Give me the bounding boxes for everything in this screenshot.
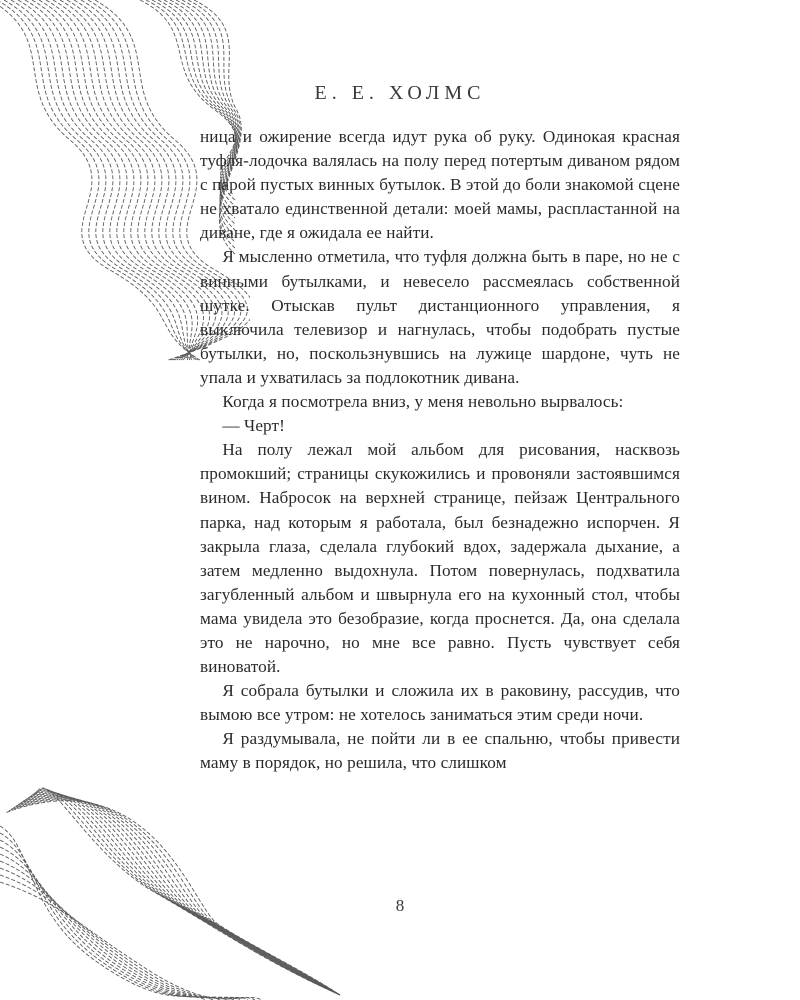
paragraph-3: Когда я посмотрела вниз, у меня невольно вырвалось:	[222, 392, 624, 412]
wave-line	[35, 789, 340, 995]
running-head-author: Е. Е. ХОЛМС	[314, 82, 486, 104]
wave-line	[39, 0, 204, 360]
paragraph-4: — Черт!	[222, 416, 285, 436]
wave-line	[25, 0, 192, 360]
wave-line	[26, 793, 340, 995]
wave-line	[38, 788, 340, 995]
paragraph-1: ница и ожирение всегда идут рука об руку. Одинокая красная туфля-лодочка валялась на полу перед потертым диваном рядом с парой пустых винных бутылок. В этой до боли знакомой сцене не хватало единственной детали: моей мамы, распластанной на диване, где я ожидала ее найти.	[200, 127, 680, 243]
wave-line	[4, 0, 196, 360]
wave-line	[33, 790, 340, 995]
wave-line	[21, 795, 340, 995]
wave-line	[0, 854, 234, 1000]
wave-line	[11, 0, 194, 360]
paragraph-5: На полу лежал мой альбом для рисования, насквозь промокший; страницы скукожились и провоняли застоявшимся вином. Набросок на верхней странице, пейзаж Центрального парка, над которым я работала, был безнадежно испорчен. Я закрыла глаза, сделала глубокий вдох, задержала дыхание, а затем медленно выдохнула. Потом повернулась, подхватила загубленный альбом и швырнула его на кухонный стол, чтобы мама увидела это безобразие, когда проснется. Да, она сделала это не нарочно, но мне все равно. Пусть чувствует себя виноватой.	[200, 440, 680, 677]
wave-line	[32, 0, 198, 360]
wave-line	[0, 868, 248, 1000]
wave-line	[0, 840, 220, 1000]
wave-ornament-bottom	[0, 760, 360, 1000]
wave-line	[60, 0, 222, 360]
paragraph-2: Я мысленно отметила, что туфля должна быть в паре, но не с винными бутылками, и невесело рассмеялась собственной шутке. Отыскав пульт дистанционного управления, я выключила телевизор и нагнулась, чтобы подобрать пустые бутылки, но, поскользнувшись на лужице шардоне, чуть не упала и ухватилась за подлокотник дивана.	[200, 247, 680, 387]
wave-line	[28, 792, 340, 995]
paragraph-6: Я собрала бутылки и сложила их в раковину, рассудив, что вымою все утром: не хотелось заниматься этим среди ночи.	[200, 681, 680, 725]
wave-line	[53, 0, 216, 360]
body-text	[200, 125, 680, 776]
wave-line	[18, 0, 192, 360]
wave-line	[0, 833, 213, 1000]
wave-line	[46, 0, 210, 360]
page-number: 8	[395, 896, 405, 915]
wave-line	[23, 794, 340, 995]
wave-line	[0, 847, 227, 1000]
wave-line	[0, 0, 200, 360]
paragraph-7: Я раздумывала, не пойти ли в ее спальню, чтобы привести маму в порядок, но решила, что слишком	[200, 729, 680, 773]
